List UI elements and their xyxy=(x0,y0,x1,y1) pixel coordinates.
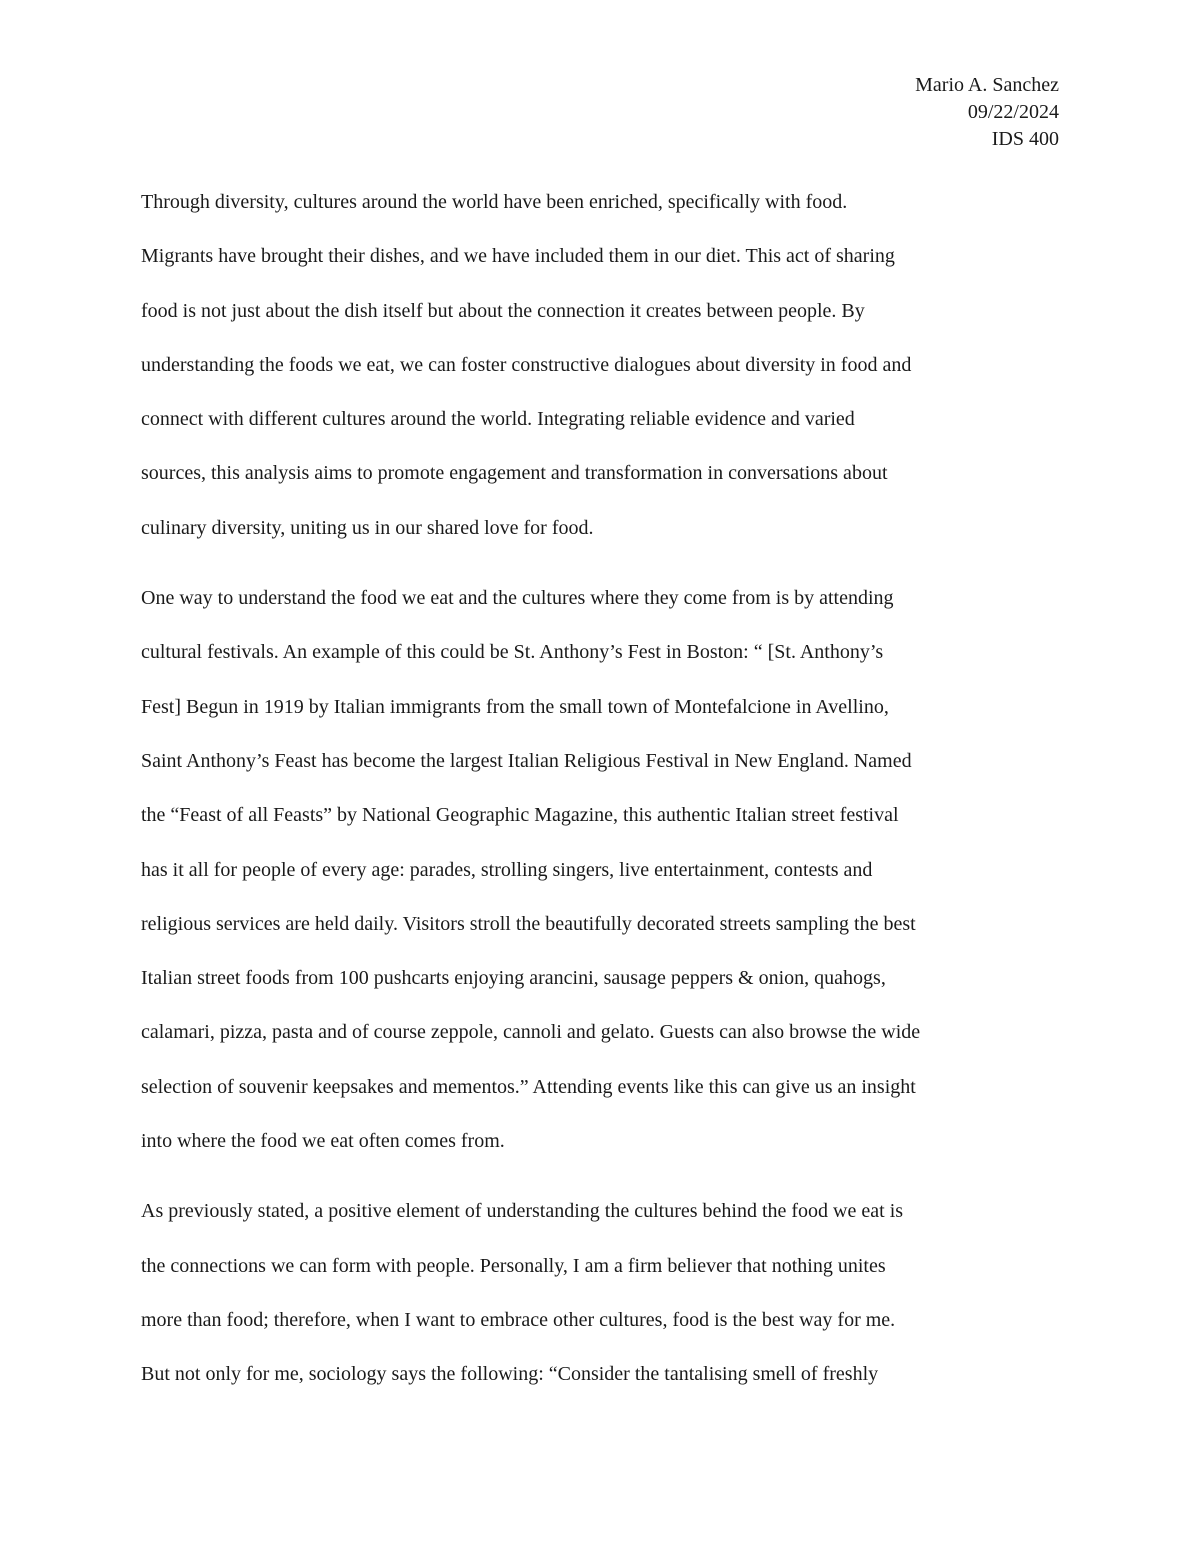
text-line: calamari, pizza, pasta and of course zeppole, cannoli and gelato. Guests can also browse the wide xyxy=(141,1021,921,1044)
text-line: into where the food we eat often comes from. xyxy=(141,1130,505,1153)
text-line: cultural festivals. An example of this could be St. Anthony’s Fest in Boston: “ [St. Anthony’s xyxy=(141,641,884,664)
text-line: culinary diversity, uniting us in our shared love for food. xyxy=(141,516,594,539)
text-line: Migrants have brought their dishes, and we have included them in our diet. This act of sharing xyxy=(141,245,895,268)
text-line: the connections we can form with people. Personally, I am a firm believer that nothing unites xyxy=(141,1254,886,1277)
document-header xyxy=(915,72,1059,153)
text-line: Fest] Begun in 1919 by Italian immigrants from the small town of Montefalcione in Avellino, xyxy=(141,695,889,718)
paragraph xyxy=(141,571,1061,1168)
text-line: food is not just about the dish itself but about the connection it creates between people. By xyxy=(141,299,865,322)
text-line: selection of souvenir keepsakes and mementos.” Attending events like this can give us an insight xyxy=(141,1075,916,1098)
document-body xyxy=(141,175,1061,1418)
paragraph xyxy=(141,175,1061,555)
paragraph xyxy=(141,1184,1061,1401)
text-line: Through diversity, cultures around the world have been enriched, specifically with food. xyxy=(141,191,848,213)
text-line: One way to understand the food we eat and the cultures where they come from is by attending xyxy=(141,587,894,610)
text-line: sources, this analysis aims to promote engagement and transformation in conversations about xyxy=(141,462,888,485)
text-line: As previously stated, a positive element of understanding the cultures behind the food we eat is xyxy=(141,1200,904,1223)
text-line: connect with different cultures around the world. Integrating reliable evidence and varied xyxy=(141,408,855,431)
document-date: 09/22/2024 xyxy=(967,101,1059,123)
text-line: understanding the foods we eat, we can foster constructive dialogues about diversity in food and xyxy=(141,353,912,376)
text-line: religious services are held daily. Visitors stroll the beautifully decorated streets sampling the best xyxy=(141,912,916,935)
text-line: has it all for people of every age: parades, strolling singers, live entertainment, contests and xyxy=(141,858,873,881)
text-line: But not only for me, sociology says the following: “Consider the tantalising smell of freshly xyxy=(141,1363,879,1386)
text-line: the “Feast of all Feasts” by National Geographic Magazine, this authentic Italian street festival xyxy=(141,804,899,827)
text-line: Saint Anthony’s Feast has become the largest Italian Religious Festival in New England. Named xyxy=(141,749,912,772)
author-name: Mario A. Sanchez xyxy=(915,74,1059,96)
text-line: more than food; therefore, when I want to embrace other cultures, food is the best way for me. xyxy=(141,1308,896,1331)
course-code: IDS 400 xyxy=(991,128,1059,150)
text-line: Italian street foods from 100 pushcarts enjoying arancini, sausage peppers & onion, quahogs, xyxy=(141,967,886,990)
